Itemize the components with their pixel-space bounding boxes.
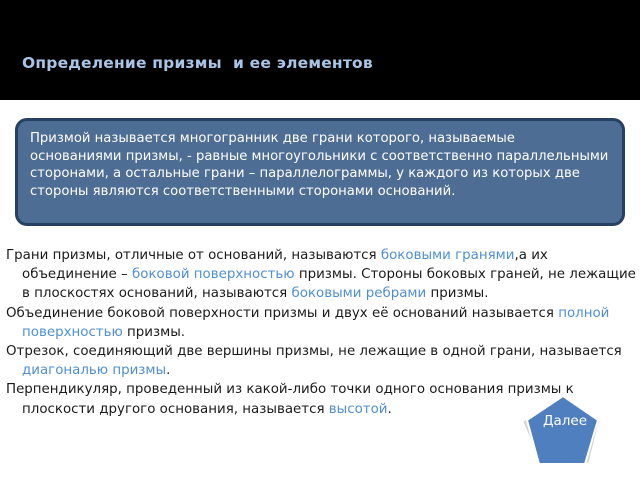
text: . <box>387 401 392 417</box>
definition-box: Призмой называется многогранник две грани которого, называемые основаниями призмы, - равные многоугольники с соответственно параллельными сторонами, а остальные грани – параллелограммы, у каждого из которых две стороны являются соответственными сторонами оснований. <box>15 118 625 226</box>
term-lateral-edges: боковыми ребрами <box>291 286 427 302</box>
slide-title: Определение призмы и ее элементов <box>22 54 373 72</box>
text: Грани призмы, отличные от оснований, называются <box>6 248 381 263</box>
text: . <box>166 363 171 379</box>
next-button-label[interactable]: Далее <box>542 413 588 429</box>
paragraph-full-surface <box>6 304 636 342</box>
next-button[interactable] <box>508 392 614 466</box>
text: Отрезок, соединяющий две вершины призмы, не лежащие в одной грани, называется <box>6 344 622 360</box>
text: призмы. <box>122 324 186 340</box>
term-height: высотой <box>328 401 388 417</box>
term-lateral-surface: боковой поверхностью <box>132 267 295 283</box>
text: призмы. Стороны боковых граней, не лежащие в плоскостях оснований, называются <box>22 267 636 302</box>
text: Перпендикуляр, проведенный из какой-либо точки одного основания призмы к плоскости другого основания, называется <box>6 382 574 417</box>
term-lateral-faces: боковыми гранями <box>380 248 515 263</box>
term-diagonal: диагональю призмы <box>22 363 167 379</box>
text: Объединение боковой поверхности призмы и двух её оснований называется <box>6 305 559 321</box>
paragraph-lateral-faces <box>6 246 636 304</box>
term-full-surface: полной поверхностью <box>22 305 610 340</box>
text: призмы. <box>426 286 489 302</box>
slide-header <box>0 0 640 100</box>
paragraph-diagonal <box>6 342 636 380</box>
text: ,а их объединение – <box>22 248 548 283</box>
